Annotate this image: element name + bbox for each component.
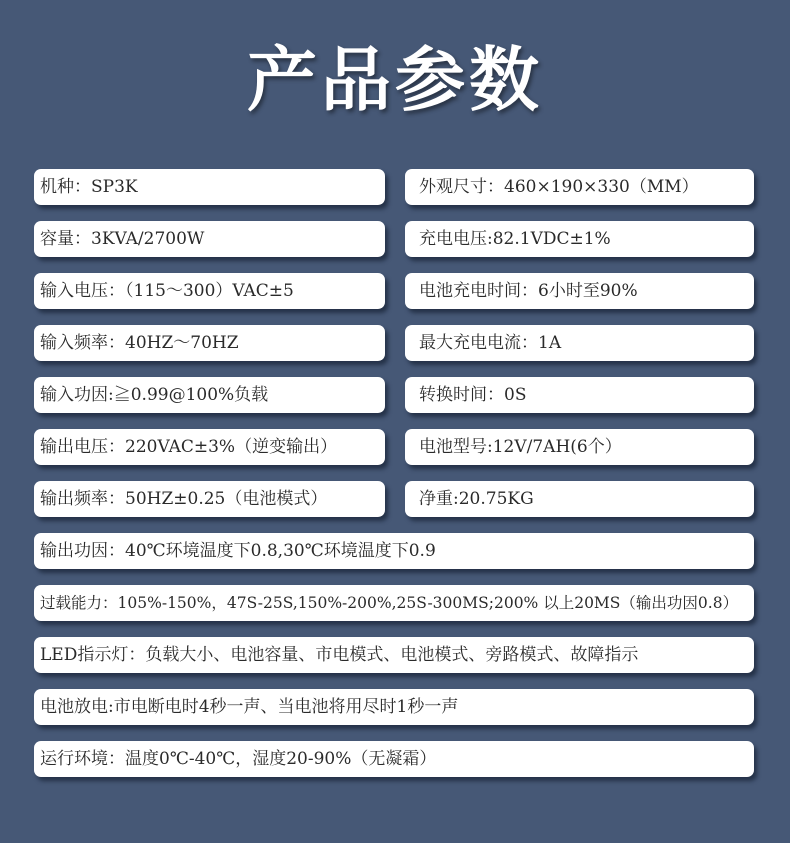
spec-label: 输入功因: — [40, 385, 114, 405]
spec-label: 输入电压： — [40, 281, 125, 301]
spec-value: 负载大小、电池容量、市电模式、电池模式、旁路模式、故障指示 — [145, 645, 639, 665]
spec-label: 过载能力： — [40, 594, 118, 612]
spec-output-power-factor — [34, 533, 754, 569]
spec-label: 净重: — [419, 489, 459, 509]
spec-value: 市电断电时4秒一声、当电池将用尽时1秒一声 — [113, 697, 459, 717]
spec-battery-discharge — [34, 689, 754, 725]
spec-label: 输出功因： — [40, 541, 125, 561]
spec-charge-time — [405, 273, 754, 309]
spec-label: 电池放电: — [40, 697, 114, 717]
spec-value: 40℃环境温度下0.8,30℃环境温度下0.9 — [125, 541, 436, 561]
spec-value: 温度0℃-40℃，湿度20-90%（无凝霜） — [125, 749, 437, 769]
spec-dimensions — [405, 169, 754, 205]
spec-value: 105%-150%，47S-25S,150%-200%,25S-300MS;200% 以上20MS（输出功因0.8） — [117, 594, 739, 612]
spec-model — [34, 169, 385, 205]
spec-value: 50HZ±0.25（电池模式） — [125, 489, 328, 509]
spec-label: 运行环境： — [40, 749, 125, 769]
spec-input-frequency — [34, 325, 385, 361]
spec-output-frequency — [34, 481, 385, 517]
spec-label: 电池充电时间： — [419, 281, 538, 301]
spec-output-voltage — [34, 429, 385, 465]
spec-value: （115～300）VAC±5 — [125, 281, 294, 301]
spec-label: 充电电压: — [419, 229, 493, 249]
spec-value: 12V/7AH(6个） — [492, 437, 622, 457]
spec-value: 1A — [538, 333, 562, 353]
spec-value: 0S — [504, 385, 527, 405]
spec-input-voltage — [34, 273, 385, 309]
spec-charge-voltage — [405, 221, 754, 257]
spec-value: 20.75KG — [458, 489, 534, 509]
spec-value: 220VAC±3%（逆变输出） — [125, 437, 338, 457]
spec-label: LED指示灯： — [40, 645, 146, 665]
spec-input-power-factor — [34, 377, 385, 413]
spec-label: 外观尺寸： — [419, 177, 504, 197]
spec-led-indicators — [34, 637, 754, 673]
spec-value: ≧0.99@100%负载 — [113, 385, 269, 405]
spec-value: 40HZ～70HZ — [125, 333, 239, 353]
spec-label: 电池型号: — [419, 437, 493, 457]
page-title: 产品参数 — [247, 39, 543, 121]
spec-transfer-time — [405, 377, 754, 413]
spec-label: 容量： — [40, 229, 91, 249]
spec-label: 输入频率： — [40, 333, 125, 353]
spec-label: 机种： — [40, 177, 91, 197]
spec-overload-capacity — [34, 585, 754, 621]
spec-label: 输出频率： — [40, 489, 125, 509]
spec-value: 460×190×330（MM） — [504, 177, 699, 197]
spec-max-charge-current — [405, 325, 754, 361]
spec-value: 82.1VDC±1% — [492, 229, 611, 249]
spec-label: 输出电压： — [40, 437, 125, 457]
spec-label: 最大充电电流： — [419, 333, 538, 353]
spec-value: 6小时至90% — [538, 281, 638, 301]
spec-operating-environment — [34, 741, 754, 777]
spec-battery-model — [405, 429, 754, 465]
spec-value: SP3K — [91, 177, 138, 197]
spec-value: 3KVA/2700W — [91, 229, 205, 249]
spec-net-weight — [405, 481, 754, 517]
spec-label: 转换时间： — [419, 385, 504, 405]
spec-capacity — [34, 221, 385, 257]
